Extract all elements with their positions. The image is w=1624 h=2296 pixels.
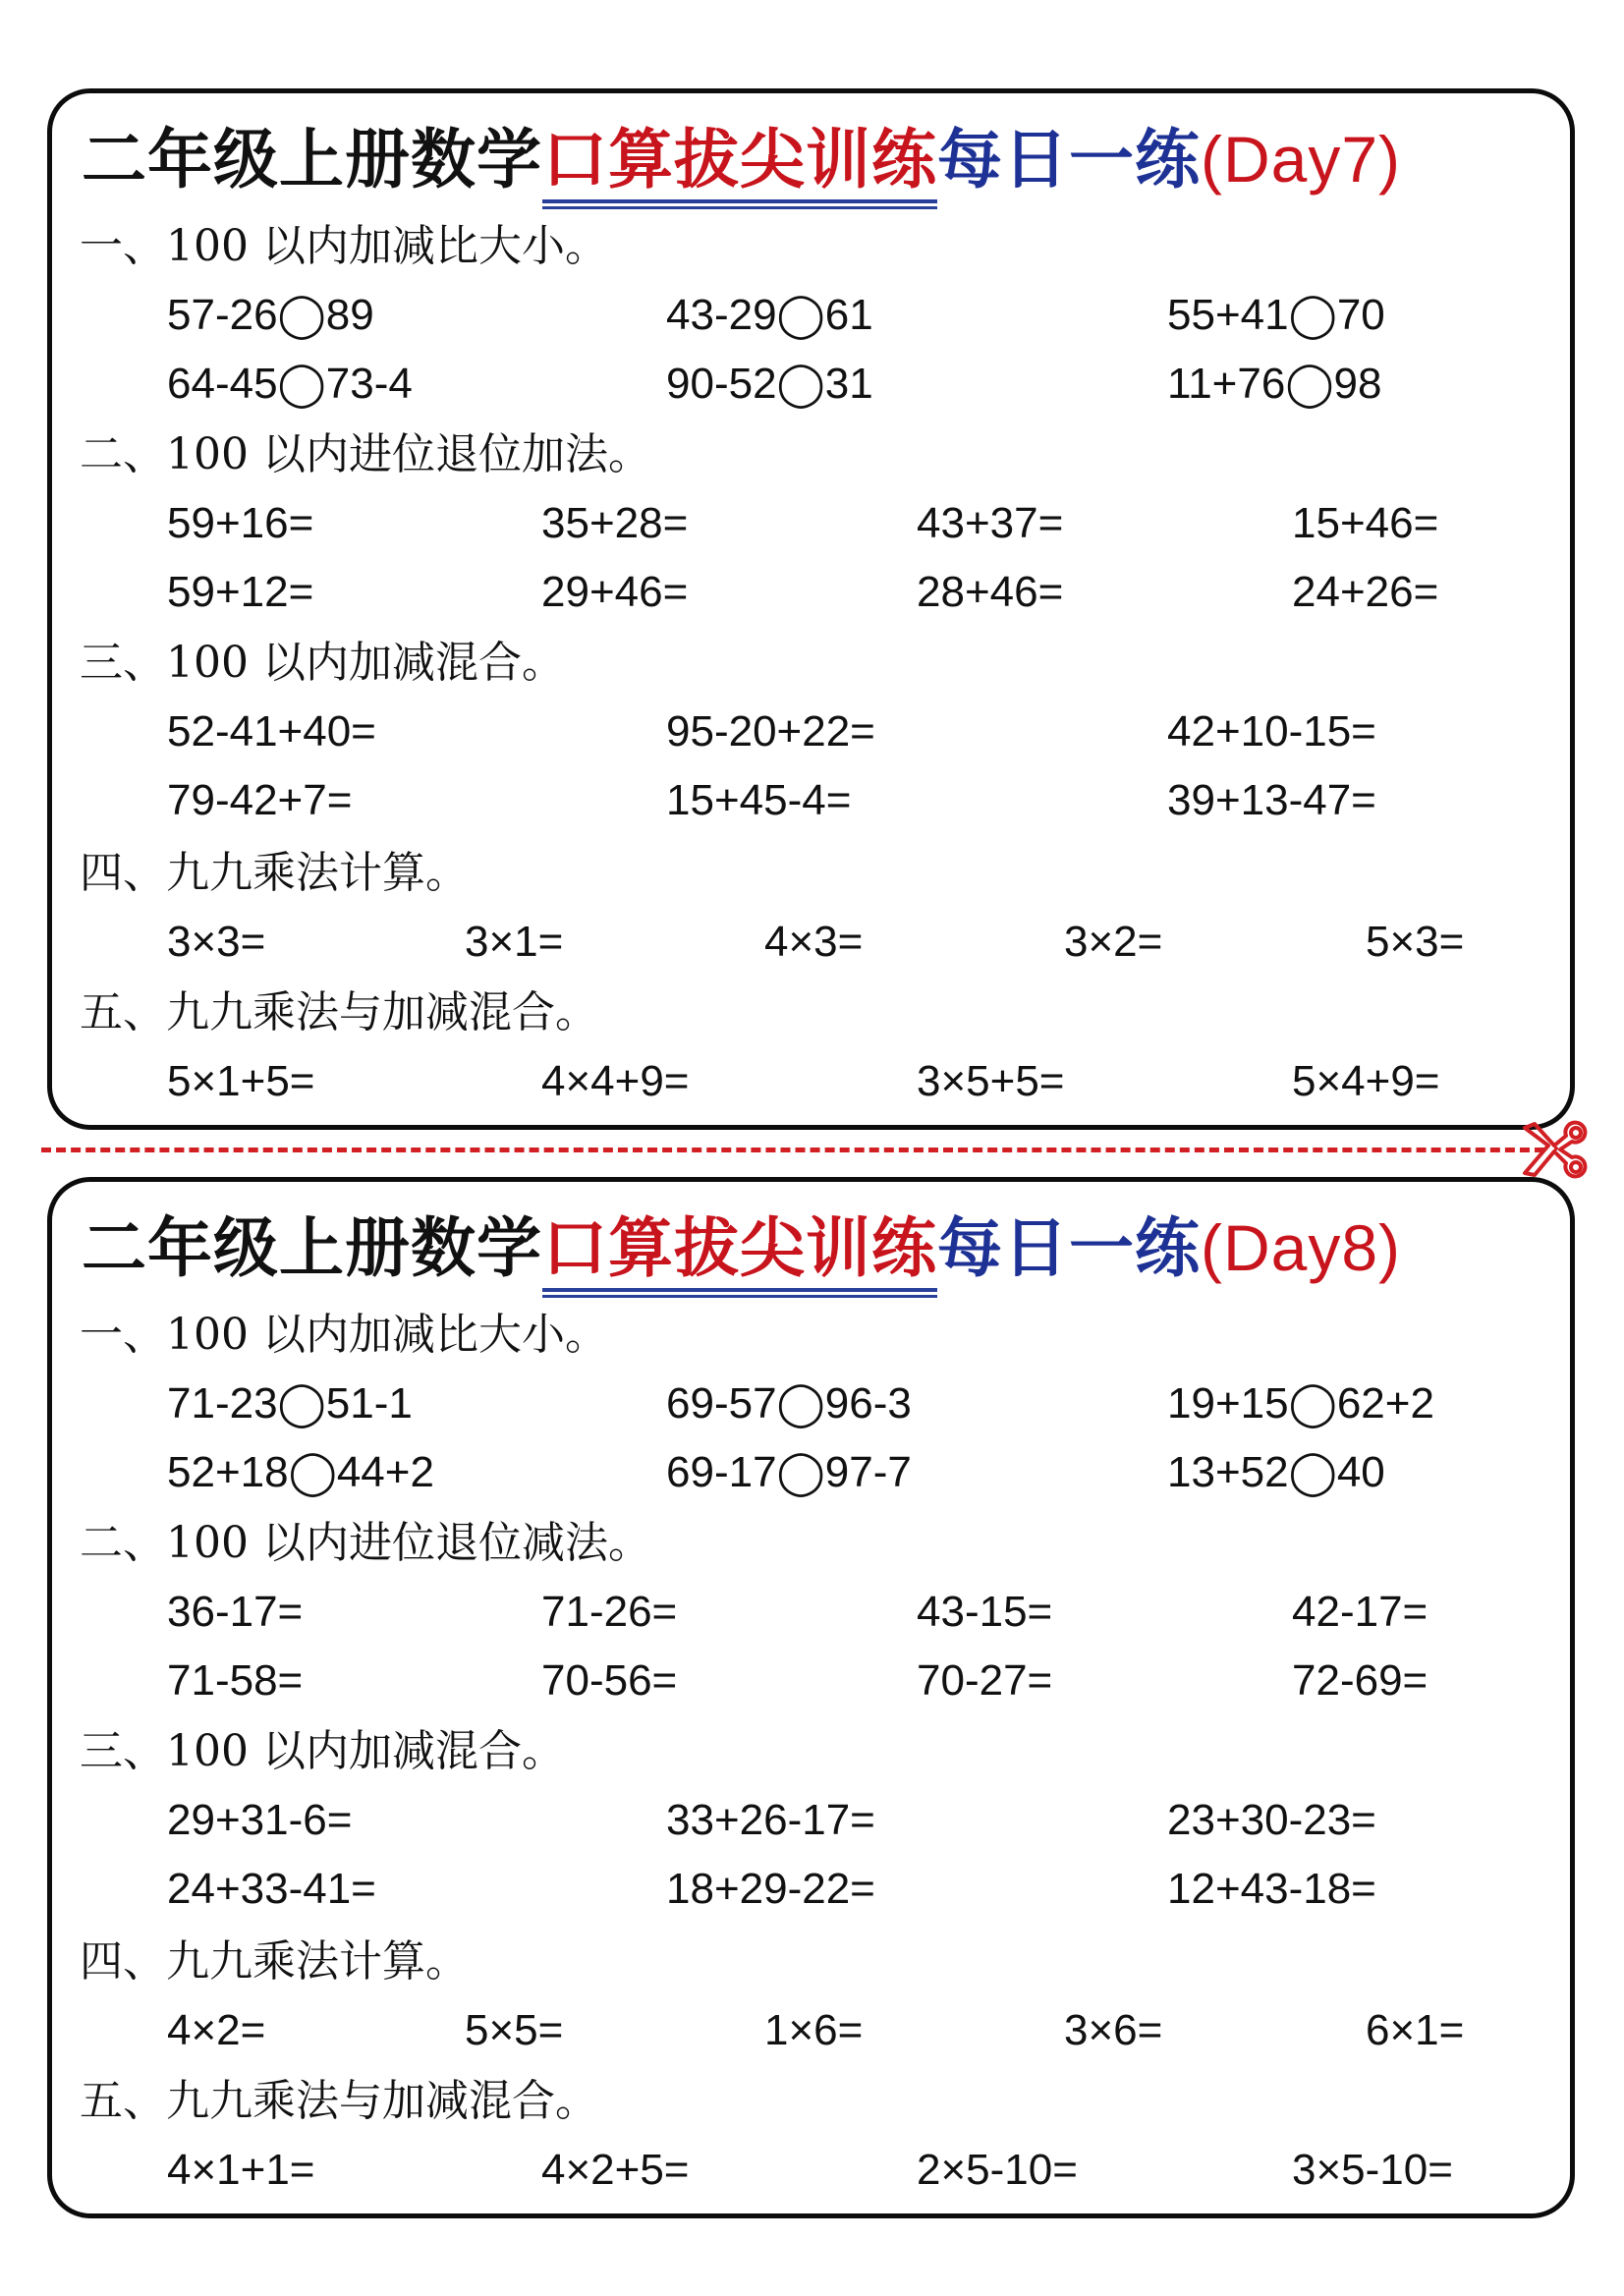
problem-row [52, 704, 1570, 759]
problem: 70-27= [917, 1656, 1053, 1705]
problem: 5×5= [465, 2006, 564, 2054]
problem: 3×5-10= [1292, 2146, 1453, 2194]
problem: 1×6= [764, 2006, 864, 2054]
problem: 33+26-17= [666, 1796, 875, 1844]
problem: 15+46= [1292, 499, 1439, 547]
problem-row [52, 2143, 1570, 2198]
section-heading: 五、九九乘法与加减混合。 [80, 2076, 598, 2126]
problem-row [52, 1585, 1570, 1640]
problem: 95-20+22= [666, 707, 875, 756]
title-training: 口算拔尖训练 [542, 105, 937, 213]
problem: 4×2= [167, 2006, 266, 2054]
problem: 3×1= [465, 918, 564, 966]
problem: 23+30-23= [1167, 1796, 1376, 1844]
problem: 36-17= [167, 1588, 304, 1636]
cut-line [41, 1148, 1544, 1152]
section-heading: 一、100 以内加减比大小。 [80, 1310, 608, 1360]
problem: 70-56= [541, 1656, 678, 1705]
problem: 4×1+1= [167, 2146, 315, 2194]
problem: 43+37= [917, 499, 1064, 547]
problem: 3×3= [167, 918, 266, 966]
problem-row [52, 496, 1570, 551]
problem: 72-69= [1292, 1656, 1428, 1705]
problem: 42+10-15= [1167, 707, 1376, 756]
problem: 39+13-47= [1167, 776, 1376, 824]
problem: 3×2= [1064, 918, 1163, 966]
section-heading: 一、100 以内加减比大小。 [80, 221, 608, 271]
problem-row [52, 1862, 1570, 1917]
problem: 52+18◯44+2 [167, 1448, 434, 1496]
section-heading: 三、100 以内加减混合。 [80, 1726, 565, 1776]
problem-row [52, 1054, 1570, 1109]
problem: 11+76◯98 [1167, 360, 1382, 408]
problem: 3×5+5= [917, 1057, 1065, 1105]
problem: 2×5-10= [917, 2146, 1078, 2194]
problem: 71-58= [167, 1656, 304, 1705]
problem: 18+29-22= [666, 1865, 875, 1913]
problem: 64-45◯73-4 [167, 360, 413, 408]
worksheet-title [82, 1194, 1401, 1302]
problem: 43-15= [917, 1588, 1053, 1636]
problem: 24+33-41= [167, 1865, 376, 1913]
problem-row [52, 565, 1570, 620]
problem-row [52, 2003, 1570, 2058]
problem: 6×1= [1366, 2006, 1465, 2054]
problem: 35+28= [541, 499, 689, 547]
problem: 59+16= [167, 499, 314, 547]
problem-row [52, 288, 1570, 343]
problem: 90-52◯31 [666, 360, 873, 408]
problem: 71-23◯51-1 [167, 1379, 413, 1428]
title-grade: 二年级上册数学 [82, 121, 542, 197]
problem: 79-42+7= [167, 776, 353, 824]
problem-row [52, 1376, 1570, 1431]
section-heading: 二、100 以内进位退位加法。 [80, 429, 651, 479]
section-heading: 三、100 以内加减混合。 [80, 638, 565, 688]
scissors-icon [1521, 1118, 1590, 1183]
problem-row [52, 773, 1570, 828]
title-training: 口算拔尖训练 [542, 1194, 937, 1302]
problem-row [52, 915, 1570, 970]
problem: 5×4+9= [1292, 1057, 1440, 1105]
problem: 15+45-4= [666, 776, 852, 824]
title-daily: 每日一练 [937, 121, 1201, 197]
problem: 69-57◯96-3 [666, 1379, 912, 1428]
title-day: (Day7) [1201, 123, 1402, 196]
section-heading: 二、100 以内进位退位减法。 [80, 1518, 651, 1568]
problem: 12+43-18= [1167, 1865, 1376, 1913]
problem: 69-17◯97-7 [666, 1448, 912, 1496]
problem-row [52, 357, 1570, 412]
problem: 52-41+40= [167, 707, 376, 756]
problem: 29+46= [541, 568, 689, 616]
problem: 5×1+5= [167, 1057, 315, 1105]
worksheet-day7 [47, 88, 1575, 1130]
problem: 59+12= [167, 568, 314, 616]
section-heading: 四、九九乘法计算。 [80, 848, 469, 898]
problem: 4×4+9= [541, 1057, 690, 1105]
problem-row [52, 1793, 1570, 1848]
title-day: (Day8) [1201, 1211, 1402, 1284]
problem: 24+26= [1292, 568, 1439, 616]
worksheet-day8 [47, 1177, 1575, 2218]
problem: 4×3= [764, 918, 864, 966]
problem: 55+41◯70 [1167, 291, 1385, 339]
problem: 5×3= [1366, 918, 1465, 966]
section-heading: 四、九九乘法计算。 [80, 1936, 469, 1987]
problem-row [52, 1445, 1570, 1500]
problem: 71-26= [541, 1588, 678, 1636]
problem-row [52, 1653, 1570, 1708]
section-heading: 五、九九乘法与加减混合。 [80, 987, 598, 1037]
title-daily: 每日一练 [937, 1209, 1201, 1286]
problem: 3×6= [1064, 2006, 1163, 2054]
problem: 29+31-6= [167, 1796, 353, 1844]
title-grade: 二年级上册数学 [82, 1209, 542, 1286]
problem: 19+15◯62+2 [1167, 1379, 1434, 1428]
problem: 13+52◯40 [1167, 1448, 1385, 1496]
problem: 42-17= [1292, 1588, 1428, 1636]
problem: 28+46= [917, 568, 1064, 616]
problem: 57-26◯89 [167, 291, 374, 339]
problem: 4×2+5= [541, 2146, 690, 2194]
worksheet-title [82, 105, 1401, 213]
problem: 43-29◯61 [666, 291, 873, 339]
